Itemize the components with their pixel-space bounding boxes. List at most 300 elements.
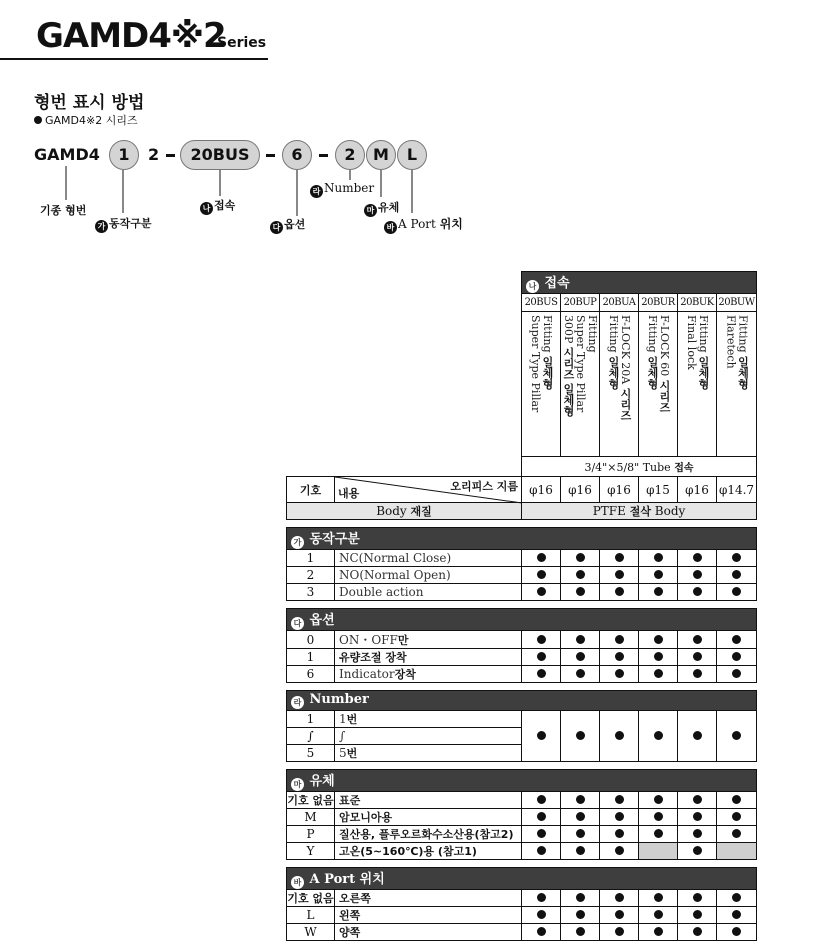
availability-cell	[639, 907, 678, 924]
row-description: 고온(5~160℃)용 (참고1)	[335, 843, 522, 860]
table-row	[287, 666, 757, 683]
available-dot-icon	[537, 846, 546, 855]
section-spacer	[287, 520, 757, 528]
available-dot-icon	[654, 669, 663, 678]
availability-cell	[717, 809, 757, 826]
code-segment-port: L	[397, 140, 427, 170]
fitting-code: 20BUA	[600, 294, 639, 312]
circled-mark: 다	[270, 221, 283, 234]
section-spacer	[287, 860, 757, 868]
section-spacer	[287, 601, 757, 609]
availability-cell	[678, 924, 717, 941]
legend-option: 다 옵션	[270, 216, 305, 234]
availability-cell	[678, 826, 717, 843]
available-dot-icon	[576, 927, 585, 936]
availability-cell	[717, 649, 757, 666]
code-label: 기호	[287, 477, 335, 503]
table-row	[287, 924, 757, 941]
available-dot-icon	[693, 731, 702, 740]
available-dot-icon	[537, 927, 546, 936]
fitting-desc: Fitting 일체형 Final lock	[678, 312, 717, 457]
available-dot-icon	[693, 846, 702, 855]
table-row	[287, 890, 757, 907]
section-header-action	[287, 528, 757, 550]
row-code: 기호 없음	[287, 792, 335, 809]
section-spacer	[287, 762, 757, 770]
available-dot-icon	[732, 812, 741, 821]
fitting-code: 20BUW	[717, 294, 757, 312]
availability-cell	[600, 711, 639, 762]
section-header-number	[287, 691, 757, 711]
available-dot-icon	[654, 587, 663, 596]
availability-cell	[600, 567, 639, 584]
fitting-code-row	[287, 294, 757, 312]
code-segment-number: 2	[335, 140, 365, 170]
spec-table	[286, 271, 757, 941]
available-dot-icon	[654, 829, 663, 838]
available-dot-icon	[654, 910, 663, 919]
row-description: 왼쪽	[335, 907, 522, 924]
available-dot-icon	[576, 669, 585, 678]
available-dot-icon	[537, 829, 546, 838]
availability-cell	[678, 843, 717, 860]
fitting-desc: Fitting 일체형 Flaretech	[717, 312, 757, 457]
available-dot-icon	[576, 587, 585, 596]
available-dot-icon	[576, 812, 585, 821]
availability-cell	[561, 584, 600, 601]
availability-cell	[522, 666, 561, 683]
tube-row	[287, 457, 757, 477]
table-row	[287, 631, 757, 649]
availability-cell	[717, 826, 757, 843]
availability-cell	[561, 711, 600, 762]
available-dot-icon	[693, 812, 702, 821]
available-dot-icon	[693, 553, 702, 562]
availability-cell	[522, 826, 561, 843]
row-description: 오른쪽	[335, 890, 522, 907]
availability-cell	[678, 567, 717, 584]
available-dot-icon	[732, 731, 741, 740]
availability-cell	[522, 631, 561, 649]
section-header-fluid	[287, 770, 757, 792]
available-dot-icon	[615, 652, 624, 661]
available-dot-icon	[615, 910, 624, 919]
row-code: 0	[287, 631, 335, 649]
circled-mark: 나	[200, 202, 213, 215]
section-title: Number	[309, 692, 369, 707]
availability-cell	[522, 809, 561, 826]
fitting-desc: Fitting Super Type Pillar 300P 시리즈 일체형	[561, 312, 600, 457]
row-code: 1	[287, 711, 335, 728]
connection-header-row	[287, 272, 757, 294]
available-dot-icon	[732, 652, 741, 661]
availability-cell	[522, 792, 561, 809]
available-dot-icon	[537, 635, 546, 644]
available-dot-icon	[537, 587, 546, 596]
available-dot-icon	[693, 910, 702, 919]
circled-mark: 다	[291, 617, 304, 630]
availability-cell	[600, 890, 639, 907]
row-code: L	[287, 907, 335, 924]
legend-number: 라 Number	[310, 181, 374, 198]
availability-cell	[522, 584, 561, 601]
available-dot-icon	[537, 893, 546, 902]
available-dot-icon	[615, 635, 624, 644]
availability-cell	[522, 924, 561, 941]
availability-cell	[561, 649, 600, 666]
section-header-row	[287, 609, 757, 631]
availability-cell	[717, 890, 757, 907]
row-description: ∫	[335, 728, 522, 745]
tube-size: 3/4"×5/8" Tube 접속	[522, 457, 757, 477]
availability-cell	[561, 666, 600, 683]
availability-cell	[717, 843, 757, 860]
section-header-row	[287, 691, 757, 711]
availability-cell	[678, 584, 717, 601]
available-dot-icon	[693, 570, 702, 579]
row-description: 표준	[335, 792, 522, 809]
circled-mark: 가	[291, 536, 304, 549]
row-code: ∫	[287, 728, 335, 745]
availability-cell	[522, 711, 561, 762]
available-dot-icon	[693, 669, 702, 678]
body-material-row	[287, 503, 757, 520]
available-dot-icon	[732, 587, 741, 596]
availability-cell	[600, 550, 639, 567]
available-dot-icon	[654, 553, 663, 562]
available-dot-icon	[615, 927, 624, 936]
circled-mark: 마	[364, 204, 377, 217]
availability-cell	[522, 907, 561, 924]
row-description: Double action	[335, 584, 522, 601]
row-code: 1	[287, 550, 335, 567]
available-dot-icon	[615, 669, 624, 678]
availability-cell	[522, 890, 561, 907]
table-row	[287, 809, 757, 826]
available-dot-icon	[654, 635, 663, 644]
section-spacer	[287, 683, 757, 691]
available-dot-icon	[615, 587, 624, 596]
section-header-row	[287, 528, 757, 550]
available-dot-icon	[693, 587, 702, 596]
row-code: 1	[287, 649, 335, 666]
row-description: ON・OFF만	[335, 631, 522, 649]
row-code: 3	[287, 584, 335, 601]
availability-cell	[561, 907, 600, 924]
table-row	[287, 584, 757, 601]
available-dot-icon	[693, 795, 702, 804]
availability-cell	[678, 666, 717, 683]
page-title: GAMD4※2	[36, 16, 226, 56]
available-dot-icon	[654, 795, 663, 804]
availability-cell	[600, 649, 639, 666]
availability-cell	[678, 809, 717, 826]
row-description: 질산용, 플루오르화수소산용(참고2)	[335, 826, 522, 843]
availability-cell	[717, 924, 757, 941]
orifice-row	[287, 477, 757, 503]
orifice-value: φ16	[561, 477, 600, 503]
code-prefix: GAMD4	[34, 145, 100, 164]
available-dot-icon	[654, 927, 663, 936]
availability-cell	[561, 792, 600, 809]
availability-cell	[561, 826, 600, 843]
available-dot-icon	[615, 846, 624, 855]
available-dot-icon	[615, 795, 624, 804]
fitting-code: 20BUP	[561, 294, 600, 312]
row-description: 5번	[335, 745, 522, 762]
orifice-label: 오리피스 지름	[450, 480, 518, 493]
orifice-value: φ16	[600, 477, 639, 503]
availability-cell	[522, 550, 561, 567]
availability-cell	[717, 584, 757, 601]
row-description: NC(Normal Close)	[335, 550, 522, 567]
available-dot-icon	[732, 829, 741, 838]
section-header-option	[287, 609, 757, 631]
available-dot-icon	[537, 652, 546, 661]
availability-cell	[639, 924, 678, 941]
table-row	[287, 907, 757, 924]
row-description: NO(Normal Open)	[335, 567, 522, 584]
section-title: 동작구분	[309, 532, 360, 547]
orifice-value: φ14.7	[717, 477, 757, 503]
legend-connection: 나 접속	[200, 197, 235, 215]
available-dot-icon	[615, 893, 624, 902]
available-dot-icon	[654, 731, 663, 740]
table-row	[287, 550, 757, 567]
legend-fluid: 마 유체	[364, 199, 399, 217]
availability-cell	[561, 567, 600, 584]
availability-cell	[600, 584, 639, 601]
availability-cell	[561, 890, 600, 907]
availability-cell	[561, 809, 600, 826]
availability-cell	[717, 792, 757, 809]
available-dot-icon	[576, 795, 585, 804]
available-dot-icon	[654, 812, 663, 821]
table-row	[287, 843, 757, 860]
availability-cell	[717, 550, 757, 567]
code-dash	[266, 154, 275, 157]
fitting-desc: Fitting 일체형 Super Type Pillar	[522, 312, 561, 457]
circled-mark: 바	[384, 221, 397, 234]
available-dot-icon	[732, 910, 741, 919]
available-dot-icon	[576, 635, 585, 644]
code-segment-connection: 20BUS	[180, 140, 260, 170]
availability-cell	[639, 567, 678, 584]
connection-header: 나 접속	[522, 272, 757, 294]
circled-mark: 라	[310, 185, 323, 198]
table-row	[287, 792, 757, 809]
available-dot-icon	[654, 570, 663, 579]
available-dot-icon	[732, 927, 741, 936]
desc-label: 내용	[338, 487, 360, 500]
available-dot-icon	[693, 652, 702, 661]
available-dot-icon	[576, 652, 585, 661]
section-header-port	[287, 868, 757, 890]
row-code: W	[287, 924, 335, 941]
availability-cell	[600, 809, 639, 826]
section-header-row	[287, 770, 757, 792]
availability-cell	[639, 711, 678, 762]
row-code: 2	[287, 567, 335, 584]
available-dot-icon	[732, 570, 741, 579]
availability-cell	[522, 843, 561, 860]
availability-cell	[600, 843, 639, 860]
table-row	[287, 649, 757, 666]
available-dot-icon	[537, 910, 546, 919]
availability-cell	[717, 907, 757, 924]
fitting-code: 20BUK	[678, 294, 717, 312]
section-title: A Port	[309, 872, 356, 887]
series-line-text: GAMD4※2 시리즈	[45, 114, 138, 127]
table-row	[287, 826, 757, 843]
row-code: 기호 없음	[287, 890, 335, 907]
availability-cell	[678, 711, 717, 762]
row-description: 양쪽	[335, 924, 522, 941]
availability-cell	[639, 631, 678, 649]
available-dot-icon	[693, 829, 702, 838]
available-dot-icon	[537, 669, 546, 678]
row-code: Y	[287, 843, 335, 860]
fitting-desc-row	[287, 312, 757, 457]
availability-cell	[561, 550, 600, 567]
availability-cell	[717, 567, 757, 584]
row-description: 1번	[335, 711, 522, 728]
availability-cell	[678, 907, 717, 924]
section-title: 유체	[309, 774, 335, 789]
availability-cell	[639, 843, 678, 860]
row-code: M	[287, 809, 335, 826]
available-dot-icon	[576, 893, 585, 902]
table-row	[287, 567, 757, 584]
available-dot-icon	[537, 570, 546, 579]
code-segment-action: 1	[109, 140, 139, 170]
code-segment-fluid: M	[366, 140, 396, 170]
available-dot-icon	[615, 553, 624, 562]
availability-cell	[600, 924, 639, 941]
circled-mark: 나	[526, 280, 539, 293]
circled-mark: 바	[291, 876, 304, 889]
available-dot-icon	[537, 553, 546, 562]
availability-cell	[639, 890, 678, 907]
page-subtitle: Series	[217, 35, 267, 51]
row-code: 5	[287, 745, 335, 762]
leader-lines	[0, 0, 816, 240]
legend-port: 바 A Port 위치	[384, 215, 463, 234]
availability-cell	[639, 649, 678, 666]
code-segment-option: 6	[282, 140, 312, 170]
circled-mark: 라	[291, 696, 304, 709]
available-dot-icon	[654, 893, 663, 902]
available-dot-icon	[576, 731, 585, 740]
available-dot-icon	[732, 553, 741, 562]
available-dot-icon	[537, 812, 546, 821]
availability-cell	[600, 792, 639, 809]
availability-cell	[678, 649, 717, 666]
code-dash	[319, 154, 328, 157]
available-dot-icon	[537, 731, 546, 740]
availability-cell	[561, 843, 600, 860]
available-dot-icon	[615, 829, 624, 838]
row-code: P	[287, 826, 335, 843]
available-dot-icon	[576, 846, 585, 855]
model-code-heading: 형번 표시 방법	[34, 93, 145, 113]
availability-cell	[522, 649, 561, 666]
availability-cell	[600, 826, 639, 843]
available-dot-icon	[537, 795, 546, 804]
available-dot-icon	[693, 635, 702, 644]
available-dot-icon	[693, 893, 702, 902]
orifice-value: φ15	[639, 477, 678, 503]
legend-base: 기종 형번	[40, 204, 87, 217]
availability-cell	[678, 550, 717, 567]
row-code: 6	[287, 666, 335, 683]
availability-cell	[678, 890, 717, 907]
availability-cell	[522, 567, 561, 584]
body-value: PTFE 절삭 Body	[522, 503, 757, 520]
availability-cell	[639, 550, 678, 567]
available-dot-icon	[576, 570, 585, 579]
availability-cell	[639, 826, 678, 843]
availability-cell	[717, 631, 757, 649]
fitting-code: 20BUR	[639, 294, 678, 312]
fitting-code: 20BUS	[522, 294, 561, 312]
orifice-value: φ16	[678, 477, 717, 503]
availability-cell	[717, 666, 757, 683]
section-title: 옵션	[309, 613, 335, 628]
availability-cell	[678, 631, 717, 649]
section-header-row	[287, 868, 757, 890]
availability-cell	[600, 631, 639, 649]
available-dot-icon	[576, 829, 585, 838]
fitting-desc: F-LOCK 60 시리즈 Fitting 일체형	[639, 312, 678, 457]
row-description: 암모니아용	[335, 809, 522, 826]
row-description: 유량조절 장착	[335, 649, 522, 666]
legend-action: 가 동작구분	[95, 215, 152, 233]
row-description: Indicator장착	[335, 666, 522, 683]
orifice-header-cell	[335, 477, 522, 503]
availability-cell	[639, 792, 678, 809]
available-dot-icon	[732, 893, 741, 902]
section-title: 위치	[359, 872, 385, 887]
body-label: Body 재질	[287, 503, 522, 520]
circled-mark: 마	[291, 778, 304, 791]
available-dot-icon	[576, 553, 585, 562]
table-row	[287, 711, 757, 728]
available-dot-icon	[615, 812, 624, 821]
availability-cell	[561, 924, 600, 941]
availability-cell	[639, 809, 678, 826]
available-dot-icon	[576, 910, 585, 919]
availability-cell	[717, 711, 757, 762]
availability-cell	[639, 584, 678, 601]
available-dot-icon	[732, 669, 741, 678]
orifice-value: φ16	[522, 477, 561, 503]
availability-cell	[561, 631, 600, 649]
availability-cell	[678, 792, 717, 809]
available-dot-icon	[615, 731, 624, 740]
circled-mark: 가	[95, 220, 108, 233]
available-dot-icon	[654, 652, 663, 661]
code-segment-fixed: 2	[148, 145, 160, 164]
availability-cell	[600, 666, 639, 683]
availability-cell	[639, 666, 678, 683]
availability-cell	[600, 907, 639, 924]
available-dot-icon	[732, 635, 741, 644]
fitting-desc: F-LOCK 20A 시리즈 Fitting 일체형	[600, 312, 639, 457]
available-dot-icon	[732, 795, 741, 804]
available-dot-icon	[615, 570, 624, 579]
available-dot-icon	[693, 927, 702, 936]
